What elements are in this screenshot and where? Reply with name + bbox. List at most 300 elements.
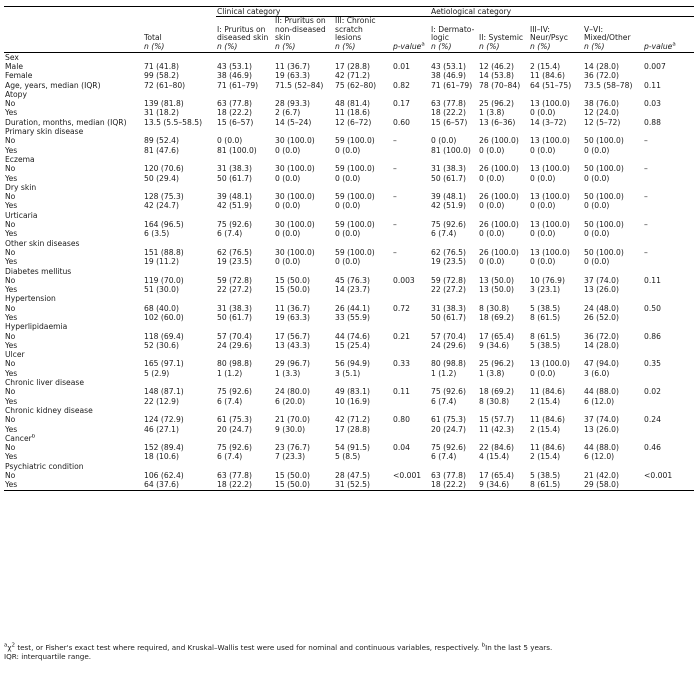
table-cell: 0 (0.0) xyxy=(530,173,556,183)
row-label xyxy=(4,415,143,424)
row-label xyxy=(4,378,143,387)
p-value-cell xyxy=(392,52,430,62)
table-cell: 26 (100.0) xyxy=(479,136,519,146)
table-row xyxy=(4,341,694,350)
column-header-title: I: Pruritus on diseased skin xyxy=(217,24,269,43)
table-row xyxy=(4,313,694,322)
table-cell: 6 (7.4) xyxy=(431,452,457,462)
table-cell: 59 (100.0) xyxy=(335,164,375,174)
p-value-cell xyxy=(392,108,430,117)
table-row xyxy=(4,146,694,155)
row-label xyxy=(4,443,143,452)
squared-mark: 2 xyxy=(11,642,16,649)
p-value-cell xyxy=(392,350,430,359)
table-cell xyxy=(529,322,583,331)
table-row xyxy=(4,304,694,313)
row-label xyxy=(4,118,143,127)
row-label xyxy=(4,71,143,80)
p-value-cell: – xyxy=(393,220,397,230)
table-row xyxy=(4,471,694,480)
table-cell: 11 (84.6) xyxy=(530,415,565,425)
p-value-cell xyxy=(392,322,430,331)
table-cell xyxy=(143,462,216,471)
row-label xyxy=(4,62,143,71)
column-header-label xyxy=(4,17,143,52)
table-cell: 43 (53.1) xyxy=(431,61,466,71)
table-cell: 80 (98.8) xyxy=(431,359,466,369)
p-value-cell xyxy=(392,313,430,322)
table-cell: 14 (5–24) xyxy=(275,117,312,127)
table-cell xyxy=(478,434,529,443)
p-value-cell: – xyxy=(393,164,397,174)
p-value-cell: – xyxy=(644,136,648,146)
column-header xyxy=(478,17,529,52)
table-cell: 8 (30.8) xyxy=(479,396,510,406)
row-label-text: Female xyxy=(5,71,33,81)
table-cell xyxy=(529,90,583,99)
table-cell: 1 (1.2) xyxy=(431,368,457,378)
row-label-text: Yes xyxy=(5,229,18,239)
table-cell: 9 (34.6) xyxy=(478,480,529,490)
p-value-cell: 0.03 xyxy=(644,99,661,109)
row-label xyxy=(4,369,143,378)
p-value-cell: 0.21 xyxy=(393,331,410,341)
column-header xyxy=(143,17,216,52)
table-cell: 15 (50.0) xyxy=(275,471,310,481)
footnote-a-text: test, or Fisher's exact test where required, and Kruskal–Wallis test were used for nominal and continuous variables, respectively. xyxy=(15,643,482,652)
table-cell xyxy=(478,294,529,303)
table-cell xyxy=(334,294,392,303)
table-cell: 37 (74.0) xyxy=(584,415,619,425)
table-cell: 5 (38.5) xyxy=(530,303,561,313)
table-cell: 75 (92.6) xyxy=(217,220,252,230)
table-cell: 64 (37.6) xyxy=(143,480,216,490)
row-label-text: Hypertension xyxy=(5,294,56,304)
table-cell: 59 (72.8) xyxy=(217,275,252,285)
table-cell: 18 (22.2) xyxy=(431,108,466,118)
p-value-cell: – xyxy=(644,220,648,230)
table-row xyxy=(4,276,694,285)
chi-symbol: χ xyxy=(7,643,12,652)
table-cell xyxy=(274,378,334,387)
table-cell xyxy=(334,378,392,387)
clinical-category-header: Clinical category xyxy=(216,7,430,17)
table-cell: 10 (76.9) xyxy=(530,275,565,285)
row-label xyxy=(4,425,143,434)
table-cell: 43 (53.1) xyxy=(217,61,252,71)
table-cell: 11 (42.3) xyxy=(479,424,514,434)
table-cell: 6 (7.4) xyxy=(431,229,457,239)
table-cell xyxy=(478,127,529,136)
table-cell xyxy=(143,90,216,99)
p-value-cell xyxy=(643,480,694,490)
table-cell: 0 (0.0) xyxy=(479,229,505,239)
column-header-unit: n (%) xyxy=(584,42,605,52)
table-section-row xyxy=(4,406,694,415)
table-cell: 128 (75.3) xyxy=(144,192,184,202)
table-cell: 59 (100.0) xyxy=(335,136,375,146)
table-cell: 39 (48.1) xyxy=(431,192,466,202)
p-value-cell xyxy=(643,108,694,117)
table-cell xyxy=(583,322,643,331)
table-cell xyxy=(143,127,216,136)
row-label-text: Dry skin xyxy=(5,182,37,192)
table-row xyxy=(4,369,694,378)
table-cell xyxy=(274,406,334,415)
table-cell: 31 (38.3) xyxy=(217,303,252,313)
p-value-cell xyxy=(643,285,694,294)
table-cell: 15 (6–57) xyxy=(431,117,468,127)
table-cell: 8 (61.5) xyxy=(530,312,561,322)
table-cell xyxy=(274,239,334,248)
row-label-text: Yes xyxy=(5,312,18,322)
table-cell: 0 (0.0) xyxy=(431,136,457,146)
row-label-text: Yes xyxy=(5,173,18,183)
table-cell xyxy=(274,294,334,303)
table-cell xyxy=(529,294,583,303)
table-cell: 0 (0.0) xyxy=(335,201,361,211)
table-cell xyxy=(216,52,274,62)
table-cell: 22 (27.2) xyxy=(217,285,252,295)
table-cell: 75 (92.6) xyxy=(431,220,466,230)
table-cell: 42 (24.7) xyxy=(144,201,179,211)
p-value-cell xyxy=(643,322,694,331)
table-cell: 71.5 (52–84) xyxy=(275,80,324,90)
table-cell: 2 (6.7) xyxy=(275,108,301,118)
table-cell: 75 (62–80) xyxy=(335,80,377,90)
table-cell: 31 (38.3) xyxy=(217,164,252,174)
table-cell: 15 (25.4) xyxy=(335,340,370,350)
table-cell: 11 (36.7) xyxy=(275,303,310,313)
p-value-cell xyxy=(643,257,694,266)
table-cell: 17 (56.7) xyxy=(275,331,310,341)
row-label-text: Male xyxy=(5,61,23,71)
table-cell: 13 (100.0) xyxy=(530,164,570,174)
table-cell: 38 (46.9) xyxy=(431,71,466,81)
table-cell: 0 (0.0) xyxy=(217,136,243,146)
p-value-cell xyxy=(643,425,694,434)
row-label xyxy=(4,136,143,145)
table-cell xyxy=(274,127,334,136)
p-value-cell xyxy=(392,174,430,183)
table-cell xyxy=(583,183,643,192)
table-cell: 11 (36.7) xyxy=(275,61,310,71)
row-label xyxy=(4,257,143,266)
table-cell xyxy=(274,462,334,471)
row-label xyxy=(4,285,143,294)
table-cell: 38 (76.0) xyxy=(584,99,619,109)
table-cell: 81 (100.0) xyxy=(217,145,257,155)
table-cell: 1 (3.3) xyxy=(275,368,301,378)
table-cell: 42 (51.9) xyxy=(217,201,252,211)
p-value-cell xyxy=(392,406,430,415)
p-value-cell xyxy=(643,201,694,210)
table-cell: 63 (77.8) xyxy=(431,471,466,481)
table-cell: 0 (0.0) xyxy=(275,173,301,183)
table-cell xyxy=(529,183,583,192)
row-label-text: No xyxy=(5,164,16,174)
table-cell xyxy=(216,155,274,164)
table-cell: 0 (0.0) xyxy=(275,145,301,155)
table-cell: 20 (24.7) xyxy=(217,424,252,434)
table-cell xyxy=(216,239,274,248)
table-cell: 30 (100.0) xyxy=(275,164,315,174)
table-cell xyxy=(216,90,274,99)
table-cell: 106 (62.4) xyxy=(144,471,184,481)
table-cell: 64 (51–75) xyxy=(530,80,572,90)
table-cell xyxy=(430,267,478,276)
table-cell: 120 (70.6) xyxy=(144,164,184,174)
table-cell: 14 (53.8) xyxy=(479,71,514,81)
table-cell: 139 (81.8) xyxy=(144,99,184,109)
row-label xyxy=(4,248,143,257)
table-cell: 75 (92.6) xyxy=(431,387,466,397)
row-label xyxy=(4,201,143,210)
column-header xyxy=(334,17,392,52)
table-cell: 37 (74.0) xyxy=(584,275,619,285)
characteristics-table xyxy=(4,6,694,491)
row-label xyxy=(4,452,143,461)
table-row xyxy=(4,443,694,452)
table-cell: 13 (50.0) xyxy=(479,285,514,295)
p-value-cell: <0.001 xyxy=(644,471,673,481)
column-header-unit: n (%) xyxy=(530,42,551,52)
column-header-unit: n (%) xyxy=(335,42,356,52)
p-value-cell xyxy=(643,350,694,359)
table-cell: 13 (100.0) xyxy=(530,99,570,109)
table-cell: 24 (48.0) xyxy=(584,303,619,313)
row-label xyxy=(4,155,143,164)
table-cell xyxy=(529,350,583,359)
table-cell: 36 (72.0) xyxy=(584,71,619,81)
row-label-text: Yes xyxy=(5,396,18,406)
table-cell xyxy=(430,155,478,164)
table-cell: 13 (100.0) xyxy=(530,136,570,146)
table-cell xyxy=(334,406,392,415)
table-cell: 31 (38.3) xyxy=(431,164,466,174)
table-cell xyxy=(216,378,274,387)
table-cell xyxy=(216,406,274,415)
table-cell xyxy=(216,211,274,220)
footnote-tests xyxy=(4,643,694,652)
table-section-row xyxy=(4,118,694,127)
table-cell: 0 (0.0) xyxy=(530,108,556,118)
row-label xyxy=(4,406,143,415)
table-section-row xyxy=(4,183,694,192)
p-value-cell xyxy=(392,425,430,434)
table-cell: 26 (44.1) xyxy=(335,303,370,313)
p-value-cell: – xyxy=(393,136,397,146)
table-cell: 15 (50.0) xyxy=(275,275,310,285)
table-cell: 2 (15.4) xyxy=(530,396,561,406)
table-cell: 13 (26.0) xyxy=(584,285,619,295)
table-section-row xyxy=(4,267,694,276)
row-label-text: No xyxy=(5,136,16,146)
table-cell: 57 (70.4) xyxy=(431,331,466,341)
p-value-cell xyxy=(392,285,430,294)
table-cell xyxy=(583,239,643,248)
table-cell: 30 (100.0) xyxy=(275,247,315,257)
row-label xyxy=(4,183,143,192)
table-cell xyxy=(430,239,478,248)
row-label-text: Other skin diseases xyxy=(5,238,80,248)
table-cell: 2 (15.4) xyxy=(530,452,561,462)
table-cell xyxy=(583,378,643,387)
table-cell xyxy=(529,239,583,248)
table-section-row xyxy=(4,378,694,387)
footnote-iqr: IQR: interquartile range. xyxy=(4,652,92,662)
table-row xyxy=(4,108,694,117)
row-label-text: Yes xyxy=(5,201,18,211)
table-cell: 3 (5.1) xyxy=(335,368,361,378)
table-cell xyxy=(334,434,392,443)
p-value-cell xyxy=(643,434,694,443)
table-cell: 0 (0.0) xyxy=(584,173,610,183)
table-cell: 8 (30.8) xyxy=(479,303,510,313)
table-row xyxy=(4,480,694,490)
table-cell: 13 (43.3) xyxy=(275,340,310,350)
table-cell: 18 (69.2) xyxy=(479,387,514,397)
row-label-text: Yes xyxy=(5,424,18,434)
group-header-spacer xyxy=(4,7,143,17)
table-cell: 30 (100.0) xyxy=(275,192,315,202)
table-cell: 1 (3.8) xyxy=(479,108,505,118)
table-cell: 61 (75.3) xyxy=(431,415,466,425)
table-cell: 59 (100.0) xyxy=(335,192,375,202)
table-cell: 0 (0.0) xyxy=(275,257,301,267)
table-cell: 50 (100.0) xyxy=(584,220,624,230)
row-label xyxy=(4,174,143,183)
column-header-unit: n (%) xyxy=(217,42,238,52)
row-label-text: Primary skin disease xyxy=(5,127,84,137)
table-cell xyxy=(334,462,392,471)
p-value-cell xyxy=(643,229,694,238)
table-cell: 15 (6–57) xyxy=(217,117,254,127)
row-label xyxy=(4,239,143,248)
table-cell: 5 (8.5) xyxy=(335,452,361,462)
row-label-text: Eczema xyxy=(5,154,35,164)
p-value-cell xyxy=(392,155,430,164)
table-cell: 6 (7.4) xyxy=(431,396,457,406)
table-cell: 23 (76.7) xyxy=(275,443,310,453)
p-value-cell: 0.72 xyxy=(393,303,410,313)
table-cell: 21 (70.0) xyxy=(275,415,310,425)
table-cell: 26 (100.0) xyxy=(479,164,519,174)
table-cell: 2 (15.4) xyxy=(530,61,561,71)
table-cell: 12 (24.0) xyxy=(584,108,619,118)
table-cell: 13 (100.0) xyxy=(530,247,570,257)
table-cell xyxy=(583,90,643,99)
p-value-cell xyxy=(643,369,694,378)
row-label-text: Age, years, median (IQR) xyxy=(5,80,101,90)
table-cell: 119 (70.0) xyxy=(144,275,184,285)
table-cell: 51 (30.0) xyxy=(144,285,179,295)
p-value-cell xyxy=(392,201,430,210)
table-cell xyxy=(583,267,643,276)
row-label xyxy=(4,90,143,99)
table-cell xyxy=(583,406,643,415)
p-value-cell xyxy=(392,341,430,350)
table-cell: 19 (11.2) xyxy=(144,257,179,267)
table-cell: 0 (0.0) xyxy=(275,229,301,239)
table-cell: 18 (22.2) xyxy=(216,480,274,490)
p-value-cell xyxy=(643,313,694,322)
p-value-cell: 0.50 xyxy=(644,303,661,313)
table-cell xyxy=(430,322,478,331)
p-value-cell xyxy=(392,229,430,238)
table-section-row xyxy=(4,434,694,443)
row-label xyxy=(4,350,143,359)
column-header xyxy=(430,17,478,52)
row-label-text: Urticaria xyxy=(5,210,38,220)
row-label-text: No xyxy=(5,331,16,341)
row-label-text: No xyxy=(5,275,16,285)
table-cell xyxy=(143,434,216,443)
table-cell xyxy=(274,90,334,99)
table-section-row xyxy=(4,155,694,164)
table-cell: 61 (75.3) xyxy=(217,415,252,425)
table-cell: 13.5 (5.5–58.5) xyxy=(144,117,203,127)
p-value-cell xyxy=(392,211,430,220)
table-cell: 0 (0.0) xyxy=(479,201,505,211)
row-label xyxy=(4,462,143,471)
p-value-cell xyxy=(392,257,430,266)
p-value-cell: 0.003 xyxy=(393,275,415,285)
p-value-cell xyxy=(392,294,430,303)
footnote-a-mark: a xyxy=(672,41,676,48)
p-value-cell: 0.82 xyxy=(393,80,410,90)
table-cell: 50 (61.7) xyxy=(431,312,466,322)
table-cell: 24 (29.6) xyxy=(431,340,466,350)
table-cell: 124 (72.9) xyxy=(144,415,184,425)
p-value-label: p-value xyxy=(393,42,422,52)
table-cell: 7 (23.3) xyxy=(275,452,306,462)
row-label-text: Ulcer xyxy=(5,350,25,360)
table-cell: 148 (87.1) xyxy=(144,387,184,397)
table-cell: 56 (94.9) xyxy=(335,359,370,369)
table-cell: 22 (27.2) xyxy=(431,285,466,295)
table-cell xyxy=(583,211,643,220)
p-value-cell xyxy=(643,52,694,62)
p-value-cell: – xyxy=(644,247,648,257)
table-cell: 71 (61–79) xyxy=(217,80,259,90)
p-value-cell: – xyxy=(393,192,397,202)
table-cell: 63 (77.8) xyxy=(217,99,252,109)
table-row xyxy=(4,332,694,341)
table-cell xyxy=(334,350,392,359)
p-value-cell: – xyxy=(644,192,648,202)
table-cell: 48 (81.4) xyxy=(335,99,370,109)
table-cell: 18 (22.2) xyxy=(430,480,478,490)
p-value-cell: 0.33 xyxy=(393,359,410,369)
p-value-cell: 0.02 xyxy=(644,387,661,397)
table-cell: 78 (70–84) xyxy=(479,80,521,90)
column-header-unit: n (%) xyxy=(275,42,296,52)
p-value-cell: <0.001 xyxy=(393,471,422,481)
row-label-text: No xyxy=(5,415,16,425)
table-cell: 44 (88.0) xyxy=(584,443,619,453)
table-cell xyxy=(478,211,529,220)
table-cell: 165 (97.1) xyxy=(144,359,184,369)
column-header-unit: n (%) xyxy=(431,42,452,52)
table-cell: 59 (100.0) xyxy=(335,247,375,257)
p-value-cell xyxy=(392,127,430,136)
table-row xyxy=(4,359,694,368)
table-cell: 11 (84.6) xyxy=(530,387,565,397)
table-cell: 26 (52.0) xyxy=(584,312,619,322)
row-label-text: No xyxy=(5,192,16,202)
table-cell: 47 (94.0) xyxy=(584,359,619,369)
